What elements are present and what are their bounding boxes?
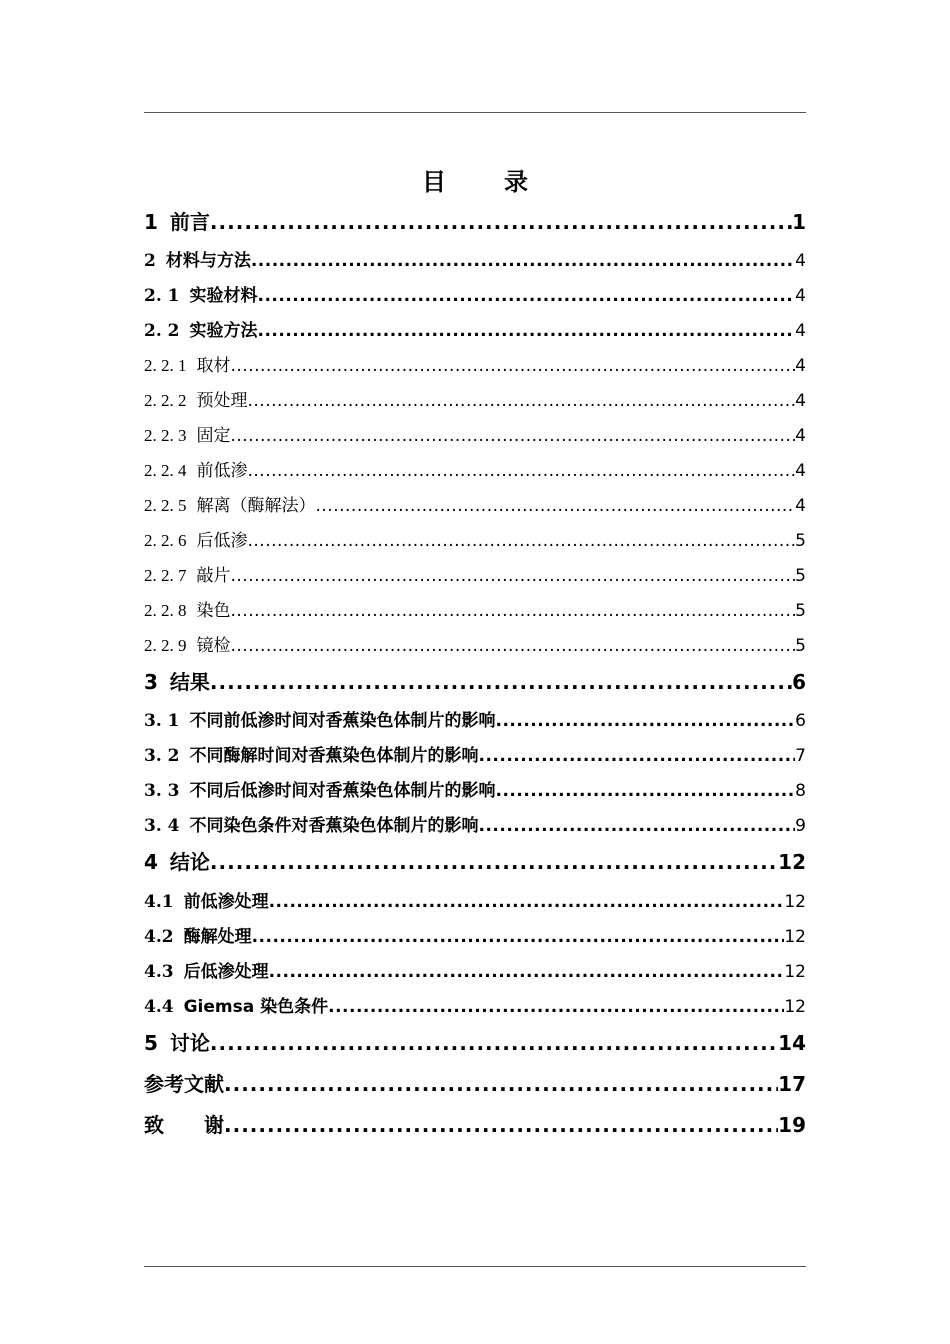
toc-entry[interactable] [144,706,806,731]
toc-dot-leader [224,1113,778,1137]
toc-entry[interactable] [144,386,806,411]
toc-dot-leader [316,496,796,516]
toc-entry-number: 2. 2. 5 [144,496,187,515]
toc-entry-number: 2. 2. 6 [144,531,187,550]
toc-entry-label: 后低渗处理 [183,962,269,982]
toc-dot-leader [210,210,792,234]
toc-dot-leader [496,711,796,731]
toc-entry-number: 3. 2 [144,746,180,766]
toc-entry-label: 镜检 [196,636,231,656]
toc-dot-leader [224,1072,778,1096]
toc-entry-label: 酶解处理 [183,927,252,947]
toc-entry[interactable] [144,246,806,271]
toc-entry-page-number: 4 [795,251,806,271]
toc-entry-label: 不同酶解时间对香蕉染色体制片的影响 [189,746,479,766]
toc-entry-label: 后低渗 [196,531,248,551]
toc-entry-label: 敲片 [196,566,231,586]
toc-entry-number: 2. 2. 3 [144,426,187,445]
toc-entry-number: 3 [144,670,158,694]
toc-entry[interactable] [144,741,806,766]
toc-entry-label: 材料与方法 [165,251,251,271]
toc-dot-leader [231,636,796,656]
toc-dot-leader [328,997,784,1017]
toc-entry-label: 解离（酶解法） [196,496,316,516]
footer-rule [144,1266,806,1267]
toc-entry-label: 结论 [169,850,210,874]
toc-entry[interactable] [144,596,806,621]
toc-entry-page-number: 8 [795,781,806,801]
toc-entry[interactable] [144,456,806,481]
toc-entry-page-number: 12 [784,997,806,1017]
toc-entry-number: 4.1 [144,892,174,912]
toc-entry[interactable] [144,421,806,446]
toc-entry-page-number: 4 [795,426,806,446]
toc-entry-page-number: 4 [795,321,806,341]
toc-entry-page-number: 9 [795,816,806,836]
toc-entry-label: 实验材料 [189,286,258,306]
toc-dot-leader [496,781,796,801]
toc-entry-number: 2. 2. 7 [144,566,187,585]
toc-entry[interactable] [144,922,806,947]
header-rule [144,112,806,113]
toc-entry-page-number: 5 [795,531,806,551]
toc-entry-label: 取材 [196,356,231,376]
toc-entry-page-number: 17 [778,1072,806,1096]
toc-entry[interactable] [144,846,806,875]
toc-dot-leader [479,816,796,836]
toc-entry[interactable] [144,526,806,551]
toc-entry-number: 2. 2. 1 [144,356,187,375]
toc-entry-page-number: 4 [795,286,806,306]
toc-entry-page-number: 5 [795,566,806,586]
toc-entry-label: Giemsa 染色条件 [183,997,329,1017]
toc-entry-number: 2. 1 [144,286,180,306]
toc-entry-number: 2. 2. 8 [144,601,187,620]
toc-dot-leader [210,850,778,874]
toc-entry[interactable] [144,561,806,586]
toc-dot-leader [231,426,796,446]
toc-dot-leader [231,566,796,586]
toc-entry-label: 不同后低渗时间对香蕉染色体制片的影响 [189,781,496,801]
toc-entry-label: 参考文献 [144,1072,224,1096]
toc-dot-leader [251,251,795,271]
toc-entry-page-number: 12 [784,927,806,947]
toc-entry-page-number: 1 [792,210,806,234]
toc-dot-leader [231,356,796,376]
toc-entry-label: 染色 [196,601,231,621]
toc-entry-number: 4.4 [144,997,174,1017]
toc-title-char-2: 录 [504,168,528,196]
toc-dot-leader [248,391,796,411]
toc-title-char-1: 目 [422,168,446,196]
toc-title [0,162,950,197]
toc-entry-page-number: 12 [784,962,806,982]
toc-entry-label: 前言 [169,210,210,234]
toc-dot-leader [269,892,785,912]
toc-entry[interactable] [144,811,806,836]
toc-entry-label: 实验方法 [189,321,258,341]
toc-dot-leader [252,927,785,947]
toc-entry-number: 2. 2 [144,321,180,341]
toc-entry[interactable] [144,1109,806,1138]
toc-dot-leader [210,670,792,694]
toc-entry-label: 预处理 [196,391,248,411]
toc-entry-label: 致 谢 [144,1113,224,1137]
toc-entry-label: 前低渗 [196,461,248,481]
toc-dot-leader [248,531,796,551]
toc-entry-label: 固定 [196,426,231,446]
toc-entry-label: 不同前低渗时间对香蕉染色体制片的影响 [189,711,496,731]
toc-entry[interactable] [144,631,806,656]
toc-dot-leader [258,286,796,306]
toc-entry[interactable] [144,491,806,516]
toc-entry-number: 5 [144,1031,158,1055]
toc-entry-page-number: 4 [795,496,806,516]
toc-dot-leader [231,601,796,621]
toc-entry-page-number: 6 [795,711,806,731]
toc-dot-leader [210,1031,778,1055]
toc-entry-number: 1 [144,210,158,234]
toc-entry-number: 4.2 [144,927,174,947]
toc-entry[interactable] [144,776,806,801]
toc-entry[interactable] [144,887,806,912]
toc-entry-number: 4.3 [144,962,174,982]
toc-entry-number: 3. 3 [144,781,180,801]
toc-entry[interactable] [144,206,806,235]
toc-entry-page-number: 14 [778,1031,806,1055]
toc-entry-number: 4 [144,850,158,874]
toc-entry-page-number: 5 [795,601,806,621]
toc-dot-leader [248,461,796,481]
toc-dot-leader [269,962,785,982]
toc-entry[interactable] [144,957,806,982]
toc-entry-number: 3. 4 [144,816,180,836]
toc-entry[interactable] [144,316,806,341]
toc-entry-label: 讨论 [169,1031,210,1055]
toc-entry-page-number: 19 [778,1113,806,1137]
toc-entry-number: 3. 1 [144,711,180,731]
toc-entry-number: 2. 2. 9 [144,636,187,655]
toc-entry-page-number: 4 [795,391,806,411]
toc-entry-label: 前低渗处理 [183,892,269,912]
toc-entry[interactable] [144,351,806,376]
toc-entry-number: 2 [144,251,156,271]
toc-dot-leader [479,746,796,766]
toc-entry-page-number: 5 [795,636,806,656]
toc-entry-page-number: 12 [778,850,806,874]
toc-entry-page-number: 6 [792,670,806,694]
toc-entry-label: 不同染色条件对香蕉染色体制片的影响 [189,816,479,836]
toc-entry-page-number: 12 [784,892,806,912]
toc-entry-page-number: 4 [795,356,806,376]
toc-entry[interactable] [144,992,806,1017]
toc-entry-page-number: 4 [795,461,806,481]
toc-entry-number: 2. 2. 2 [144,391,187,410]
toc-entry-number: 2. 2. 4 [144,461,187,480]
toc-entry-label: 结果 [169,670,210,694]
toc-dot-leader [258,321,796,341]
toc-entry[interactable] [144,1068,806,1097]
toc-entry[interactable] [144,666,806,695]
toc-entry-page-number: 7 [795,746,806,766]
toc-entry[interactable] [144,281,806,306]
toc-entry[interactable] [144,1027,806,1056]
